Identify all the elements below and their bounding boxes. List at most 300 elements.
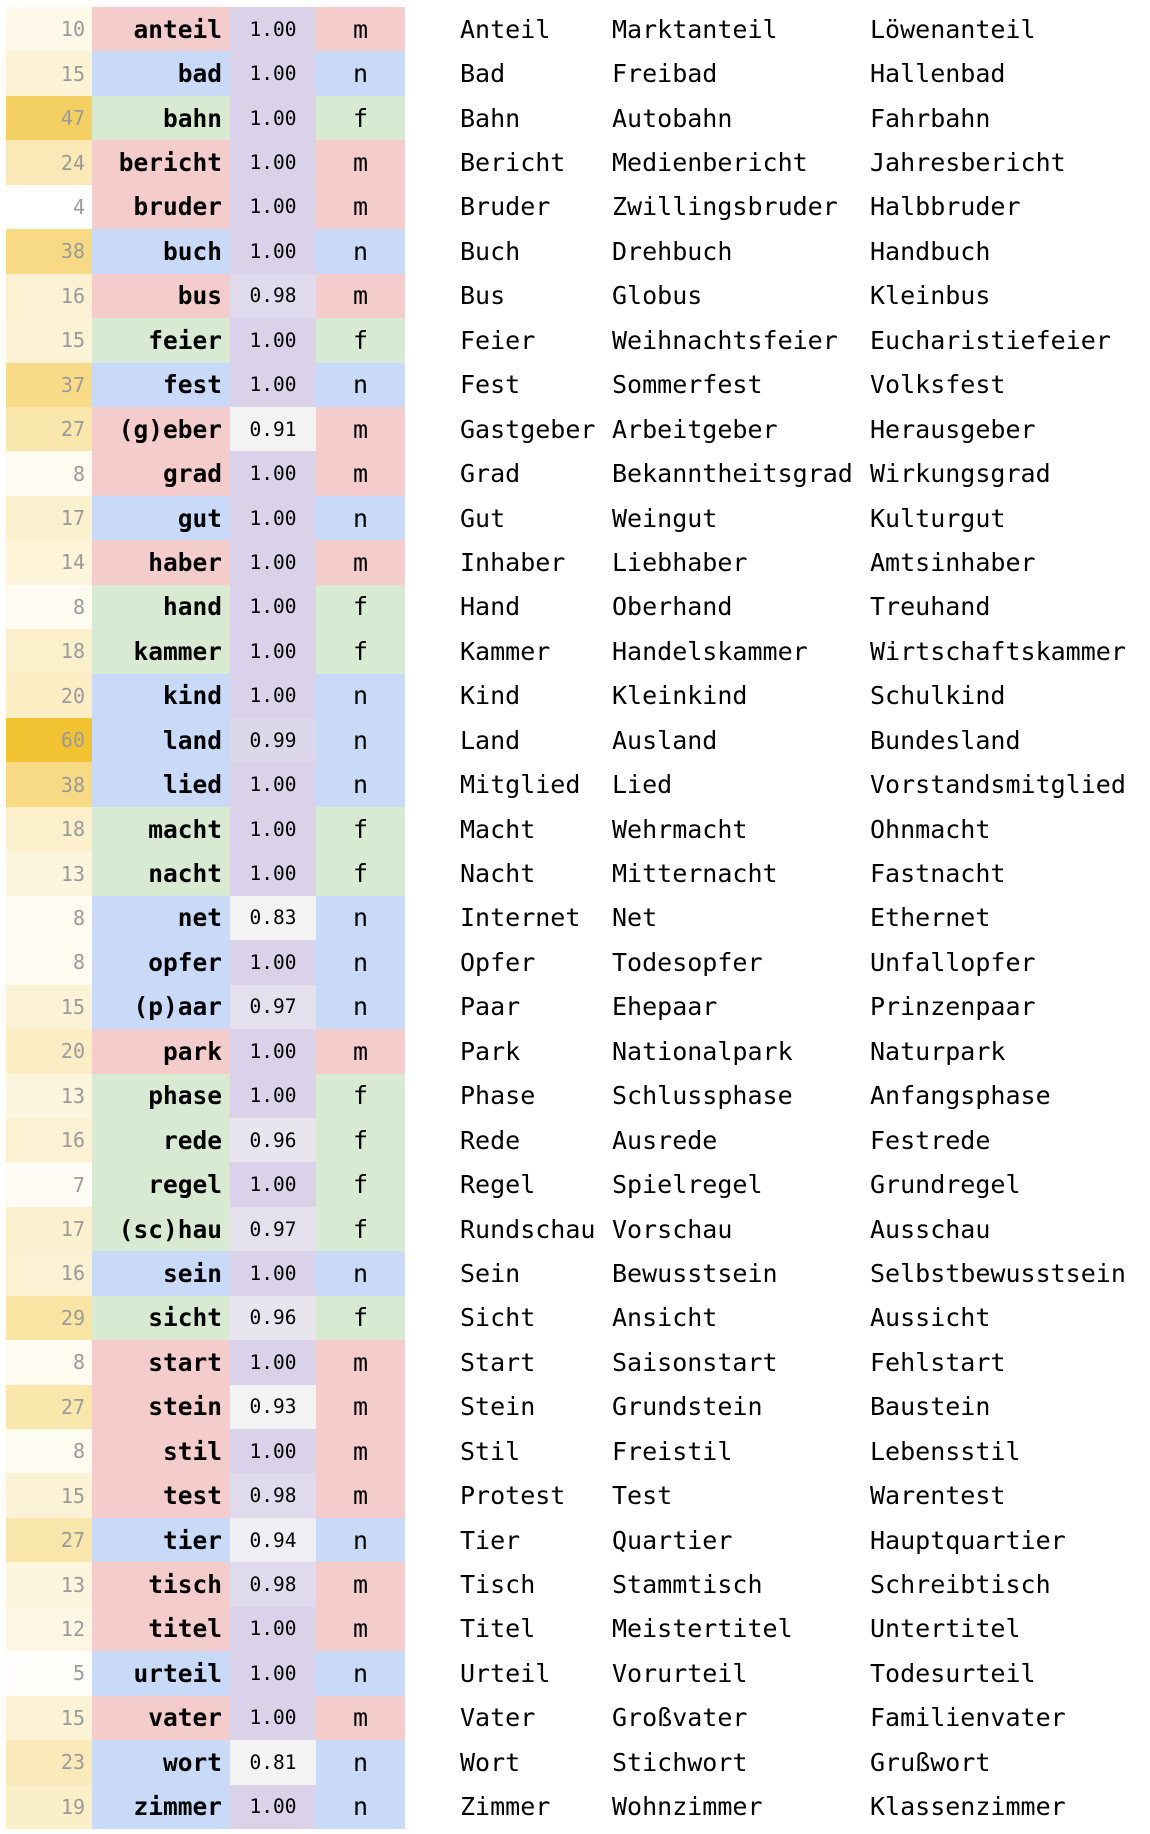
score-cell: 1.00 <box>230 629 316 673</box>
table-row <box>6 51 1146 95</box>
table-row <box>6 940 1146 984</box>
example-word-1: Kammer <box>460 636 551 666</box>
example-word-3: Fahrbahn <box>870 103 991 133</box>
table-row <box>6 1207 1146 1251</box>
frequency-count-cell: 18 <box>6 629 92 673</box>
example-word-3: Familienvater <box>870 1703 1066 1733</box>
frequency-count-cell: 8 <box>6 585 92 629</box>
example-word-3: Löwenanteil <box>870 14 1036 44</box>
example-word-1: Titel <box>460 1614 536 1644</box>
score-cell: 1.00 <box>230 229 316 273</box>
table-row <box>6 1518 1146 1562</box>
frequency-count-cell: 8 <box>6 451 92 495</box>
root-morpheme-cell: regel <box>92 1162 230 1206</box>
example-word-1: Grad <box>460 459 521 489</box>
example-word-2: Todesopfer <box>612 947 763 977</box>
compound-noun-table <box>6 7 1146 1829</box>
root-morpheme-cell: stil <box>92 1429 230 1473</box>
frequency-count-cell: 7 <box>6 1162 92 1206</box>
example-word-2: Marktanteil <box>612 14 778 44</box>
example-word-2: Oberhand <box>612 592 733 622</box>
score-cell: 0.96 <box>230 1296 316 1340</box>
root-morpheme-cell: hand <box>92 585 230 629</box>
example-word-3: Hauptquartier <box>870 1525 1066 1555</box>
frequency-count-cell: 8 <box>6 896 92 940</box>
frequency-count-cell: 16 <box>6 274 92 318</box>
table-row <box>6 896 1146 940</box>
root-morpheme-cell: phase <box>92 1074 230 1118</box>
table-row <box>6 1429 1146 1473</box>
table-row <box>6 1651 1146 1695</box>
example-word-3: Ausschau <box>870 1214 991 1244</box>
gender-cell: n <box>316 496 405 540</box>
gender-cell: n <box>316 985 405 1029</box>
table-row <box>6 1029 1146 1073</box>
frequency-count-cell: 4 <box>6 185 92 229</box>
table-row <box>6 140 1146 184</box>
example-word-2: Grundstein <box>612 1392 763 1422</box>
gender-cell: f <box>316 1296 405 1340</box>
score-cell: 1.00 <box>230 1607 316 1651</box>
example-word-3: Amtsinhaber <box>870 547 1036 577</box>
root-morpheme-cell: bahn <box>92 96 230 140</box>
table-row <box>6 1251 1146 1295</box>
example-word-2: Handelskammer <box>612 636 808 666</box>
example-word-2: Ansicht <box>612 1303 718 1333</box>
root-morpheme-cell: anteil <box>92 7 230 51</box>
example-word-1: Bruder <box>460 192 551 222</box>
example-word-3: Eucharistiefeier <box>870 325 1111 355</box>
example-word-3: Herausgeber <box>870 414 1036 444</box>
root-morpheme-cell: lied <box>92 762 230 806</box>
example-word-2: Net <box>612 903 658 933</box>
frequency-count-cell: 20 <box>6 674 92 718</box>
gender-cell: f <box>316 1162 405 1206</box>
gender-cell: n <box>316 229 405 273</box>
frequency-count-cell: 15 <box>6 1473 92 1517</box>
gender-cell: m <box>316 1607 405 1651</box>
example-word-3: Grundregel <box>870 1170 1021 1200</box>
table-row <box>6 96 1146 140</box>
example-word-1: Phase <box>460 1081 536 1111</box>
gender-cell: n <box>316 718 405 762</box>
example-word-3: Untertitel <box>870 1614 1021 1644</box>
example-word-3: Halbbruder <box>870 192 1021 222</box>
table-row <box>6 1162 1146 1206</box>
example-word-3: Bundesland <box>870 725 1021 755</box>
example-word-2: Bewusstsein <box>612 1258 778 1288</box>
score-cell: 1.00 <box>230 1251 316 1295</box>
example-word-1: Regel <box>460 1170 536 1200</box>
example-word-2: Bekanntheitsgrad <box>612 459 853 489</box>
table-row <box>6 1562 1146 1606</box>
table-row <box>6 7 1146 51</box>
score-cell: 1.00 <box>230 185 316 229</box>
frequency-count-cell: 24 <box>6 140 92 184</box>
example-word-2: Weihnachtsfeier <box>612 325 838 355</box>
root-morpheme-cell: sein <box>92 1251 230 1295</box>
example-word-1: Opfer <box>460 947 536 977</box>
example-word-1: Anteil <box>460 14 551 44</box>
table-row <box>6 540 1146 584</box>
example-word-1: Sicht <box>460 1303 536 1333</box>
table-row <box>6 1473 1146 1517</box>
example-word-1: Stil <box>460 1436 521 1466</box>
frequency-count-cell: 13 <box>6 1074 92 1118</box>
table-row <box>6 1296 1146 1340</box>
root-morpheme-cell: titel <box>92 1607 230 1651</box>
example-word-1: Hand <box>460 592 521 622</box>
root-morpheme-cell: vater <box>92 1696 230 1740</box>
example-word-3: Volksfest <box>870 370 1006 400</box>
score-cell: 1.00 <box>230 940 316 984</box>
example-word-1: Urteil <box>460 1658 551 1688</box>
frequency-count-cell: 20 <box>6 1029 92 1073</box>
example-word-1: Start <box>460 1347 536 1377</box>
root-morpheme-cell: zimmer <box>92 1785 230 1829</box>
root-morpheme-cell: fest <box>92 363 230 407</box>
example-word-3: Hallenbad <box>870 59 1006 89</box>
frequency-count-cell: 13 <box>6 1562 92 1606</box>
score-cell: 1.00 <box>230 1696 316 1740</box>
example-word-2: Vorschau <box>612 1214 733 1244</box>
score-cell: 0.81 <box>230 1740 316 1784</box>
gender-cell: n <box>316 762 405 806</box>
table-row <box>6 229 1146 273</box>
table-row <box>6 1385 1146 1429</box>
example-word-1: Sein <box>460 1258 521 1288</box>
gender-cell: f <box>316 851 405 895</box>
example-word-2: Drehbuch <box>612 236 733 266</box>
frequency-count-cell: 38 <box>6 229 92 273</box>
score-cell: 0.97 <box>230 985 316 1029</box>
frequency-count-cell: 10 <box>6 7 92 51</box>
table-row <box>6 1340 1146 1384</box>
example-word-1: Bus <box>460 281 506 311</box>
example-word-2: Ausrede <box>612 1125 718 1155</box>
example-word-1: Tier <box>460 1525 521 1555</box>
root-morpheme-cell: haber <box>92 540 230 584</box>
frequency-count-cell: 19 <box>6 1785 92 1829</box>
score-cell: 0.83 <box>230 896 316 940</box>
root-morpheme-cell: tier <box>92 1518 230 1562</box>
table-row <box>6 718 1146 762</box>
example-word-2: Medienbericht <box>612 148 808 178</box>
gender-cell: m <box>316 1562 405 1606</box>
root-morpheme-cell: bruder <box>92 185 230 229</box>
example-word-1: Rede <box>460 1125 521 1155</box>
gender-cell: n <box>316 1251 405 1295</box>
frequency-count-cell: 37 <box>6 363 92 407</box>
example-word-3: Klassenzimmer <box>870 1792 1066 1822</box>
frequency-count-cell: 14 <box>6 540 92 584</box>
score-cell: 1.00 <box>230 807 316 851</box>
frequency-count-cell: 15 <box>6 51 92 95</box>
frequency-count-cell: 27 <box>6 407 92 451</box>
frequency-count-cell: 8 <box>6 1340 92 1384</box>
root-morpheme-cell: gut <box>92 496 230 540</box>
root-morpheme-cell: opfer <box>92 940 230 984</box>
example-word-1: Mitglied <box>460 770 581 800</box>
root-morpheme-cell: sicht <box>92 1296 230 1340</box>
example-word-1: Tisch <box>460 1570 536 1600</box>
example-word-1: Fest <box>460 370 521 400</box>
root-morpheme-cell: urteil <box>92 1651 230 1695</box>
frequency-count-cell: 38 <box>6 762 92 806</box>
example-word-2: Nationalpark <box>612 1036 793 1066</box>
example-word-3: Ohnmacht <box>870 814 991 844</box>
frequency-count-cell: 23 <box>6 1740 92 1784</box>
example-word-3: Anfangsphase <box>870 1081 1051 1111</box>
frequency-count-cell: 15 <box>6 985 92 1029</box>
gender-cell: m <box>316 1473 405 1517</box>
table-row <box>6 1074 1146 1118</box>
example-word-3: Unfallopfer <box>870 947 1036 977</box>
gender-cell: f <box>316 807 405 851</box>
gender-cell: m <box>316 407 405 451</box>
example-word-3: Vorstandsmitglied <box>870 770 1126 800</box>
example-word-1: Buch <box>460 236 521 266</box>
example-word-1: Feier <box>460 325 536 355</box>
gender-cell: f <box>316 318 405 362</box>
score-cell: 0.98 <box>230 1473 316 1517</box>
frequency-count-cell: 12 <box>6 1607 92 1651</box>
example-word-1: Stein <box>460 1392 536 1422</box>
example-word-3: Fastnacht <box>870 859 1006 889</box>
gender-cell: n <box>316 1785 405 1829</box>
example-word-2: Vorurteil <box>612 1658 748 1688</box>
score-cell: 0.98 <box>230 274 316 318</box>
score-cell: 0.91 <box>230 407 316 451</box>
table-row <box>6 807 1146 851</box>
example-word-2: Liebhaber <box>612 547 748 577</box>
frequency-count-cell: 17 <box>6 496 92 540</box>
example-word-1: Kind <box>460 681 521 711</box>
gender-cell: n <box>316 363 405 407</box>
example-word-1: Rundschau <box>460 1214 596 1244</box>
example-word-3: Kleinbus <box>870 281 991 311</box>
score-cell: 0.98 <box>230 1562 316 1606</box>
example-word-2: Kleinkind <box>612 681 748 711</box>
score-cell: 0.94 <box>230 1518 316 1562</box>
root-morpheme-cell: nacht <box>92 851 230 895</box>
gender-cell: m <box>316 185 405 229</box>
gender-cell: n <box>316 1518 405 1562</box>
table-row <box>6 1118 1146 1162</box>
root-morpheme-cell: grad <box>92 451 230 495</box>
gender-cell: m <box>316 1696 405 1740</box>
table-row <box>6 274 1146 318</box>
root-morpheme-cell: (p)aar <box>92 985 230 1029</box>
example-word-3: Treuhand <box>870 592 991 622</box>
example-word-2: Autobahn <box>612 103 733 133</box>
frequency-count-cell: 27 <box>6 1385 92 1429</box>
table-row <box>6 674 1146 718</box>
score-cell: 1.00 <box>230 762 316 806</box>
gender-cell: m <box>316 1385 405 1429</box>
score-cell: 1.00 <box>230 496 316 540</box>
example-word-2: Test <box>612 1481 673 1511</box>
table-row <box>6 451 1146 495</box>
gender-cell: n <box>316 896 405 940</box>
gender-cell: f <box>316 629 405 673</box>
example-word-3: Ethernet <box>870 903 991 933</box>
root-morpheme-cell: buch <box>92 229 230 273</box>
example-word-2: Quartier <box>612 1525 733 1555</box>
table-row <box>6 318 1146 362</box>
root-morpheme-cell: start <box>92 1340 230 1384</box>
gender-cell: f <box>316 1074 405 1118</box>
table-row <box>6 1607 1146 1651</box>
example-word-1: Bericht <box>460 148 566 178</box>
table-row <box>6 851 1146 895</box>
root-morpheme-cell: stein <box>92 1385 230 1429</box>
example-word-3: Fehlstart <box>870 1347 1006 1377</box>
example-word-1: Park <box>460 1036 521 1066</box>
example-word-2: Stichwort <box>612 1747 748 1777</box>
root-morpheme-cell: net <box>92 896 230 940</box>
example-word-2: Wehrmacht <box>612 814 748 844</box>
score-cell: 1.00 <box>230 51 316 95</box>
score-cell: 1.00 <box>230 1651 316 1695</box>
example-word-2: Weingut <box>612 503 718 533</box>
example-word-2: Meistertitel <box>612 1614 793 1644</box>
example-word-3: Todesurteil <box>870 1658 1036 1688</box>
example-word-2: Großvater <box>612 1703 748 1733</box>
frequency-count-cell: 8 <box>6 1429 92 1473</box>
example-word-3: Handbuch <box>870 236 991 266</box>
example-word-2: Saisonstart <box>612 1347 778 1377</box>
score-cell: 1.00 <box>230 1785 316 1829</box>
example-word-3: Wirkungsgrad <box>870 459 1051 489</box>
root-morpheme-cell: park <box>92 1029 230 1073</box>
root-morpheme-cell: tisch <box>92 1562 230 1606</box>
gender-cell: f <box>316 1118 405 1162</box>
gender-cell: f <box>316 96 405 140</box>
root-morpheme-cell: land <box>92 718 230 762</box>
example-word-2: Wohnzimmer <box>612 1792 763 1822</box>
example-word-2: Ehepaar <box>612 992 718 1022</box>
example-word-1: Bahn <box>460 103 521 133</box>
table-row <box>6 496 1146 540</box>
example-word-2: Lied <box>612 770 673 800</box>
gender-cell: m <box>316 1340 405 1384</box>
root-morpheme-cell: bericht <box>92 140 230 184</box>
root-morpheme-cell: wort <box>92 1740 230 1784</box>
example-word-2: Freibad <box>612 59 718 89</box>
table-row <box>6 185 1146 229</box>
gender-cell: n <box>316 1651 405 1695</box>
score-cell: 0.96 <box>230 1118 316 1162</box>
score-cell: 1.00 <box>230 851 316 895</box>
score-cell: 1.00 <box>230 674 316 718</box>
gender-cell: m <box>316 540 405 584</box>
example-word-3: Jahresbericht <box>870 148 1066 178</box>
score-cell: 1.00 <box>230 140 316 184</box>
gender-cell: n <box>316 51 405 95</box>
example-word-1: Inhaber <box>460 547 566 577</box>
example-word-2: Freistil <box>612 1436 733 1466</box>
table-row <box>6 1696 1146 1740</box>
frequency-count-cell: 29 <box>6 1296 92 1340</box>
frequency-count-cell: 15 <box>6 1696 92 1740</box>
example-word-3: Aussicht <box>870 1303 991 1333</box>
root-morpheme-cell: kammer <box>92 629 230 673</box>
table-row <box>6 407 1146 451</box>
frequency-count-cell: 60 <box>6 718 92 762</box>
gender-cell: n <box>316 674 405 718</box>
example-word-3: Warentest <box>870 1481 1006 1511</box>
example-word-1: Land <box>460 725 521 755</box>
example-word-2: Sommerfest <box>612 370 763 400</box>
score-cell: 1.00 <box>230 96 316 140</box>
score-cell: 1.00 <box>230 540 316 584</box>
gender-cell: m <box>316 140 405 184</box>
gender-cell: n <box>316 1740 405 1784</box>
example-word-3: Schreibtisch <box>870 1570 1051 1600</box>
example-word-3: Kulturgut <box>870 503 1006 533</box>
table-row <box>6 363 1146 407</box>
root-morpheme-cell: test <box>92 1473 230 1517</box>
score-cell: 1.00 <box>230 363 316 407</box>
example-word-3: Selbstbewusstsein <box>870 1258 1126 1288</box>
example-word-3: Naturpark <box>870 1036 1006 1066</box>
example-word-3: Wirtschaftskammer <box>870 636 1126 666</box>
frequency-count-cell: 13 <box>6 851 92 895</box>
score-cell: 1.00 <box>230 1029 316 1073</box>
gender-cell: m <box>316 1029 405 1073</box>
example-word-1: Nacht <box>460 859 536 889</box>
frequency-count-cell: 16 <box>6 1251 92 1295</box>
table-row <box>6 1740 1146 1784</box>
gender-cell: m <box>316 274 405 318</box>
example-word-1: Internet <box>460 903 581 933</box>
example-word-1: Vater <box>460 1703 536 1733</box>
score-cell: 1.00 <box>230 7 316 51</box>
table-row <box>6 629 1146 673</box>
example-word-1: Macht <box>460 814 536 844</box>
gender-cell: m <box>316 7 405 51</box>
gender-cell: f <box>316 1207 405 1251</box>
example-word-1: Gastgeber <box>460 414 596 444</box>
table-row <box>6 1785 1146 1829</box>
example-word-1: Zimmer <box>460 1792 551 1822</box>
root-morpheme-cell: feier <box>92 318 230 362</box>
example-word-2: Arbeitgeber <box>612 414 778 444</box>
table-row <box>6 985 1146 1029</box>
frequency-count-cell: 47 <box>6 96 92 140</box>
root-morpheme-cell: macht <box>92 807 230 851</box>
root-morpheme-cell: rede <box>92 1118 230 1162</box>
root-morpheme-cell: bus <box>92 274 230 318</box>
score-cell: 0.99 <box>230 718 316 762</box>
example-word-1: Wort <box>460 1747 521 1777</box>
example-word-3: Lebensstil <box>870 1436 1021 1466</box>
score-cell: 1.00 <box>230 1429 316 1473</box>
example-word-2: Spielregel <box>612 1170 763 1200</box>
score-cell: 1.00 <box>230 451 316 495</box>
example-word-3: Schulkind <box>870 681 1006 711</box>
example-word-2: Stammtisch <box>612 1570 763 1600</box>
example-word-3: Prinzenpaar <box>870 992 1036 1022</box>
score-cell: 1.00 <box>230 1340 316 1384</box>
frequency-count-cell: 16 <box>6 1118 92 1162</box>
root-morpheme-cell: (g)eber <box>92 407 230 451</box>
gender-cell: n <box>316 940 405 984</box>
example-word-2: Ausland <box>612 725 718 755</box>
example-word-1: Protest <box>460 1481 566 1511</box>
example-word-1: Bad <box>460 59 506 89</box>
